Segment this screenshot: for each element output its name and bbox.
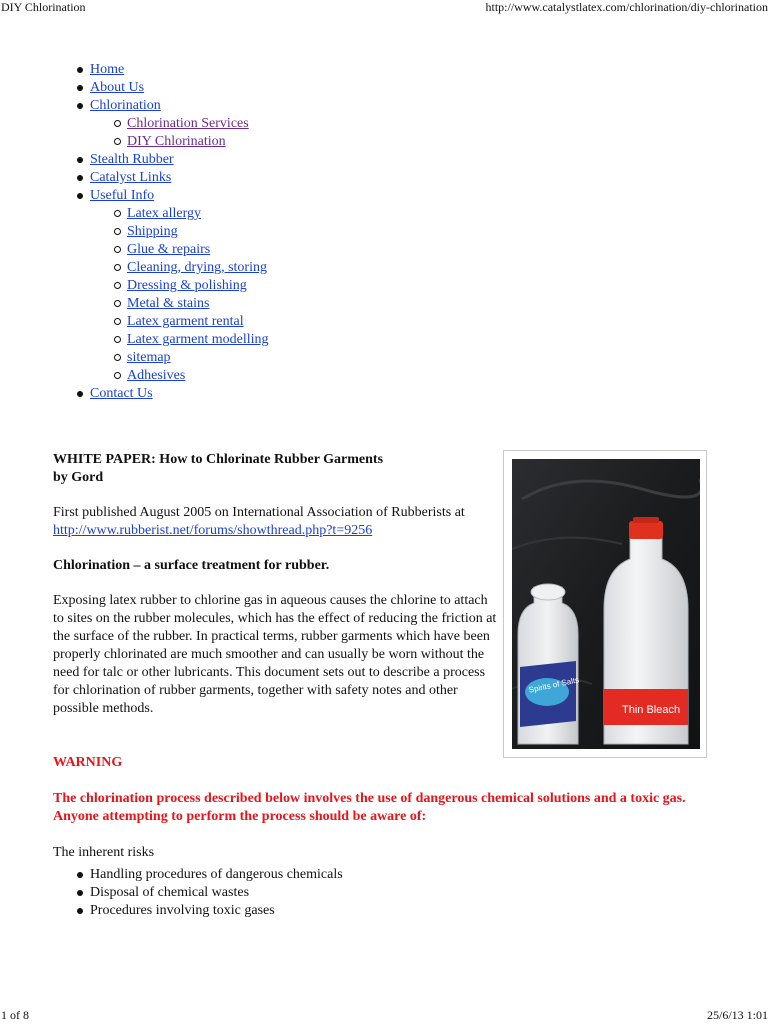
page-count: 1 of 8	[1, 1008, 29, 1022]
nav-item-adhesives	[90, 367, 269, 385]
warning-message: The chlorination process described below involves the use of dangerous chemical solutions and a toxic gas. Anyone attempting to perform the process should be aware of:	[53, 791, 686, 824]
large-bottle-label: Thin Bleach	[622, 704, 681, 716]
nav-item-catalyst-links	[0, 169, 269, 187]
print-header	[0, 0, 768, 16]
nav-item-contact	[0, 385, 269, 403]
nav-item-shipping	[90, 223, 269, 241]
small-acid-bottle	[518, 584, 580, 744]
nav-link-contact[interactable]: Contact Us	[90, 386, 153, 401]
nav-link-home[interactable]: Home	[90, 62, 125, 77]
nav-item-about	[0, 79, 269, 97]
nav-link-metal-stains[interactable]: Metal & stains	[127, 296, 210, 311]
nav-link-cleaning[interactable]: Cleaning, drying, storing	[127, 260, 267, 275]
nav-link-about[interactable]: About Us	[90, 80, 145, 95]
nav-item-sitemap	[90, 349, 269, 367]
nav-link-dressing[interactable]: Dressing & polishing	[127, 278, 247, 293]
nav-item-stealth-rubber	[0, 151, 269, 169]
nav-item-diy-chlorination	[90, 133, 269, 151]
print-page-title: DIY Chlorination	[1, 0, 86, 14]
small-bottle-label: Spirits of Salts	[527, 675, 580, 695]
nav-link-catalyst-links[interactable]: Catalyst Links	[90, 170, 172, 185]
article-title: WHITE PAPER: How to Chlorinate Rubber Garments	[53, 452, 384, 467]
publication-text: First published August 2005 on International Association of Rubberists at	[53, 505, 465, 520]
article-byline: by Gord	[53, 470, 104, 485]
chlorination-submenu	[90, 115, 269, 151]
site-navigation	[0, 61, 269, 403]
nav-item-dressing	[90, 277, 269, 295]
nav-item-chlorination-services	[90, 115, 269, 133]
nav-link-latex-allergy[interactable]: Latex allergy	[127, 206, 201, 221]
bottles-illustration	[512, 459, 700, 749]
useful-info-submenu	[90, 205, 269, 385]
bottles-photo	[503, 450, 707, 758]
risks-intro: The inherent risks	[53, 845, 155, 860]
nav-item-chlorination	[0, 97, 269, 151]
nav-link-diy-chlorination[interactable]: DIY Chlorination	[127, 134, 226, 149]
nav-link-garment-rental[interactable]: Latex garment rental	[127, 314, 244, 329]
nav-item-garment-modelling	[90, 331, 269, 349]
nav-link-sitemap[interactable]: sitemap	[127, 350, 171, 365]
nav-link-chlorination-services[interactable]: Chlorination Services	[127, 116, 249, 131]
print-page-url: http://www.catalystlatex.com/chlorination/diy-chlorination	[485, 0, 768, 14]
nav-item-latex-allergy	[90, 205, 269, 223]
nav-item-garment-rental	[90, 313, 269, 331]
source-link[interactable]: http://www.rubberist.net/forums/showthread.php?t=9256	[53, 523, 373, 538]
print-datetime: 25/6/13 1:01	[706, 1008, 768, 1022]
risks-list	[0, 866, 343, 920]
list-item: Procedures involving toxic gases	[0, 902, 343, 920]
nav-link-chlorination[interactable]: Chlorination	[90, 98, 161, 113]
list-item: Disposal of chemical wastes	[0, 884, 343, 902]
nav-link-useful-info[interactable]: Useful Info	[90, 188, 155, 203]
nav-link-stealth-rubber[interactable]: Stealth Rubber	[90, 152, 174, 167]
nav-link-shipping[interactable]: Shipping	[127, 224, 178, 239]
article-intro	[53, 451, 498, 718]
publication-note	[53, 504, 498, 540]
nav-link-adhesives[interactable]: Adhesives	[127, 368, 186, 383]
article-body: Exposing latex rubber to chlorine gas in aqueous causes the chlorine to attach to sites on the rubber molecules, which has the effect of reducing the friction at the surface of the rubber. In practical terms, rubber garments which have been properly chlorinated are much smoother and can usually be worn without the need for talc or other lubricants. This document sets out to describe a process for chlorination of rubber garments, together with safety notes and other possible methods.	[53, 593, 497, 716]
print-footer	[0, 1008, 768, 1024]
nav-item-home	[0, 61, 269, 79]
nav-item-metal-stains	[90, 295, 269, 313]
list-item: Handling procedures of dangerous chemicals	[0, 866, 343, 884]
nav-link-garment-modelling[interactable]: Latex garment modelling	[127, 332, 269, 347]
nav-item-glue-repairs	[90, 241, 269, 259]
warning-heading: WARNING	[53, 755, 123, 770]
nav-link-glue-repairs[interactable]: Glue & repairs	[127, 242, 211, 257]
article-lead: Chlorination – a surface treatment for rubber.	[53, 558, 330, 573]
nav-item-cleaning	[90, 259, 269, 277]
nav-item-useful-info	[0, 187, 269, 385]
